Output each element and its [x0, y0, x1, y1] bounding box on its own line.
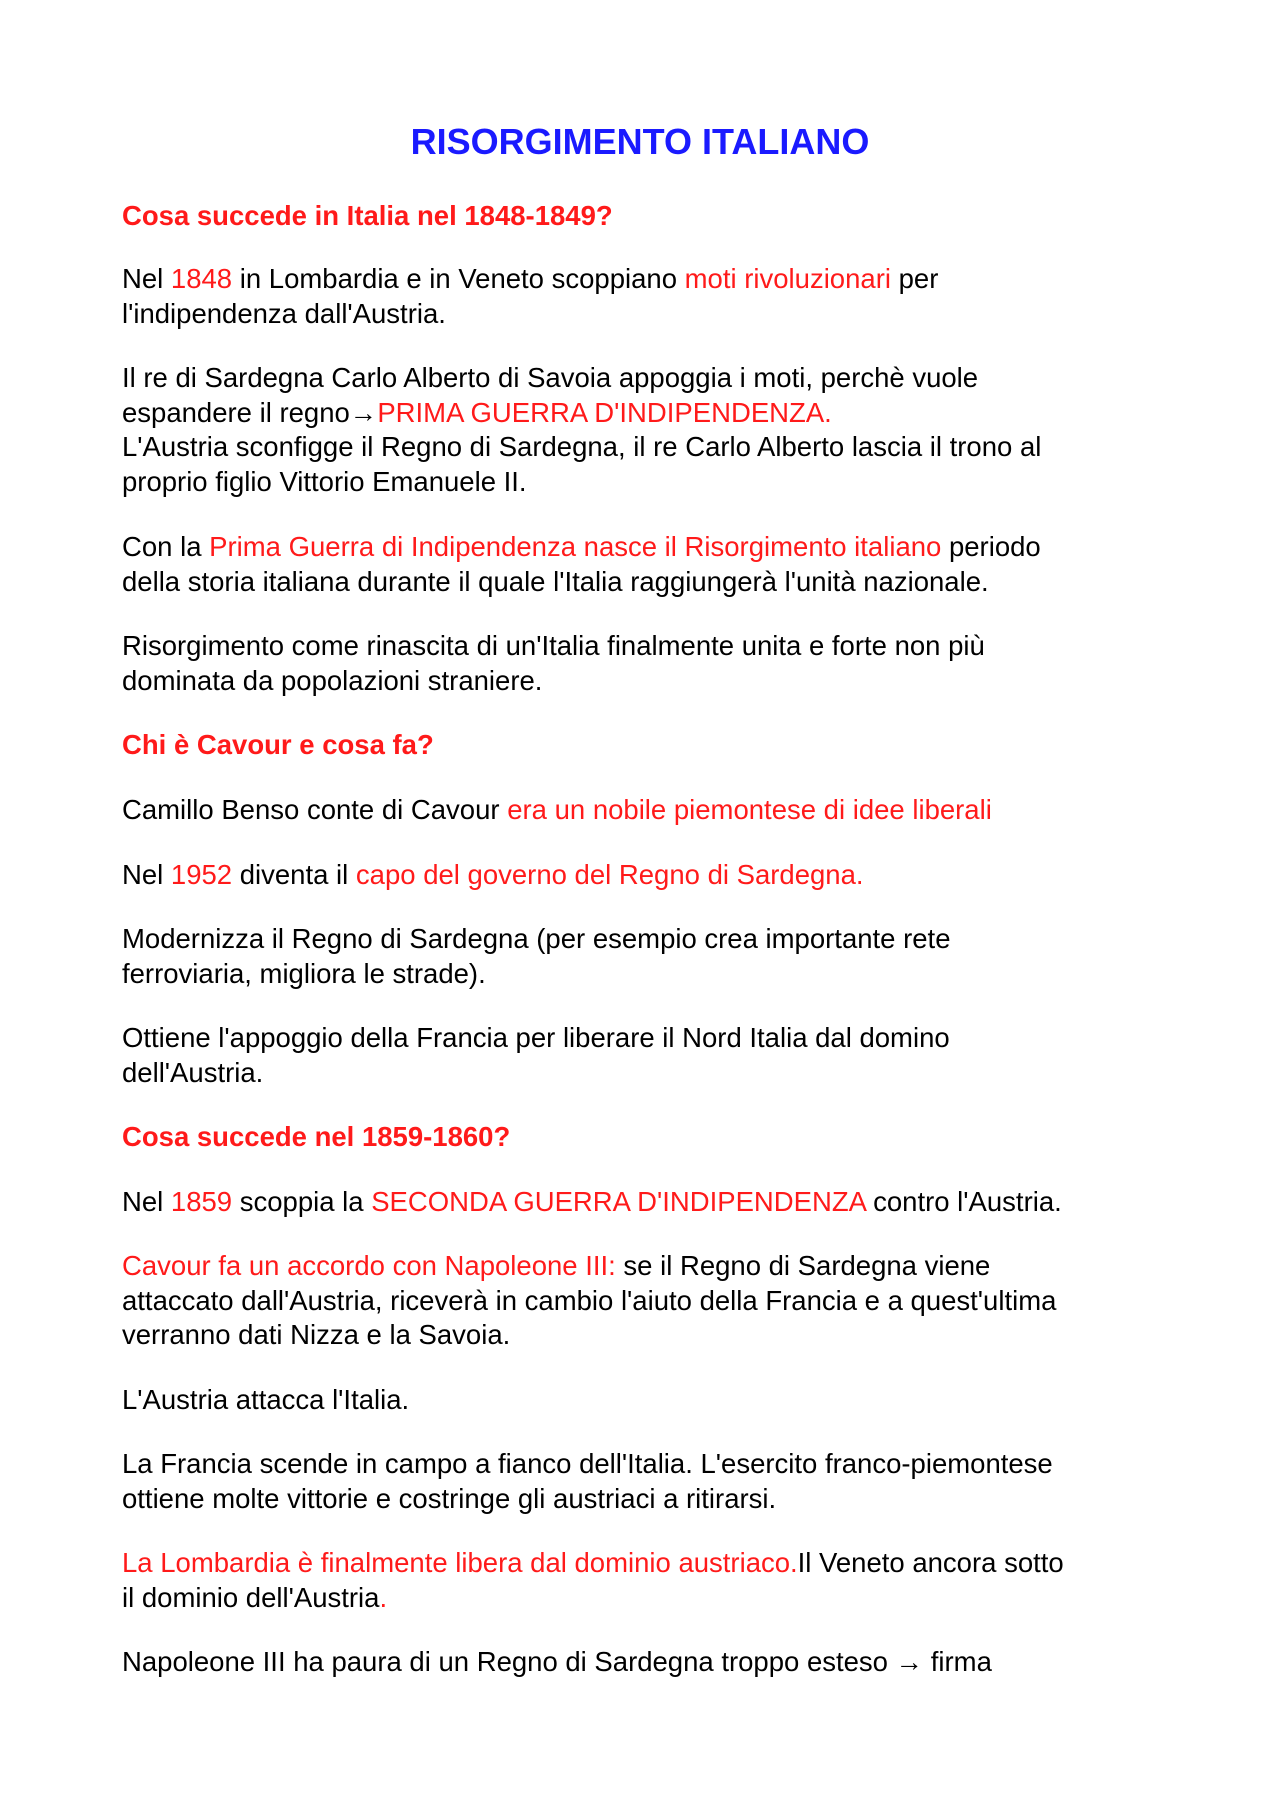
line: La Francia scende in campo a fianco dell'Italia. L'esercito franco-piemontese	[122, 1448, 1053, 1479]
paragraph-moti-1848	[122, 262, 1182, 331]
line: ferroviaria, migliora le strade).	[122, 957, 486, 989]
line: ottiene molte vittorie e costringe gli austriaci a ritirarsi.	[122, 1482, 777, 1514]
line	[122, 1546, 1182, 1581]
text: per	[890, 263, 939, 294]
paragraph-accordo-napoleone	[122, 1249, 1182, 1353]
highlight-text: PRIMA GUERRA D'INDIPENDENZA.	[377, 396, 832, 428]
section-heading-cavour: Chi è Cavour e cosa fa?	[122, 729, 434, 760]
highlight-text: SECONDA GUERRA D'INDIPENDENZA	[371, 1186, 866, 1217]
line	[122, 262, 1182, 297]
text: Con la	[122, 531, 210, 562]
line: dell'Austria.	[122, 1056, 264, 1088]
paragraph-napoleone-paura: Napoleone III ha paura di un Regno di Sardegna troppo esteso → firma	[122, 1646, 992, 1677]
text: Camillo Benso conte di Cavour	[122, 794, 508, 825]
line: della storia italiana durante il quale l'Italia raggiungerà l'unità nazionale.	[122, 565, 989, 597]
section-heading-1859: Cosa succede nel 1859-1860?	[122, 1121, 511, 1152]
line	[122, 793, 1182, 828]
text: se il Regno di Sardegna viene	[615, 1250, 991, 1281]
paragraph-camillo-benso	[122, 793, 1182, 828]
line: L'Austria sconfigge il Regno di Sardegna, il re Carlo Alberto lascia il trono al	[122, 431, 1042, 462]
paragraph-carlo-alberto	[122, 361, 1182, 499]
line: Ottiene l'appoggio della Francia per liberare il Nord Italia dal domino	[122, 1022, 950, 1053]
line	[122, 1249, 1182, 1284]
line: Il re di Sardegna Carlo Alberto di Savoia appoggia i moti, perchè vuole	[122, 362, 979, 393]
line	[122, 530, 1182, 565]
text: diventa il	[232, 859, 356, 890]
line	[122, 858, 1182, 893]
line: l'indipendenza dall'Austria.	[122, 297, 446, 329]
highlight-text: .	[379, 1581, 388, 1613]
highlight-text: capo del governo del Regno di Sardegna.	[355, 859, 864, 890]
highlight-year: 1952	[170, 859, 233, 890]
text: Nel	[122, 1186, 171, 1217]
text: Nel	[122, 263, 171, 294]
line	[122, 1581, 1182, 1616]
text: Nel	[122, 859, 171, 890]
highlight-text: La Lombardia è finalmente libera dal dominio austriaco.	[122, 1547, 798, 1578]
text: in Lombardia e in Veneto scoppiano	[232, 263, 685, 294]
highlight-year: 1848	[170, 263, 233, 294]
text: scoppia la	[232, 1186, 372, 1217]
line	[122, 396, 1182, 431]
paragraph-risorgimento	[122, 530, 1182, 599]
paragraph-capo-governo	[122, 858, 1182, 893]
paragraph-modernizza	[122, 922, 1182, 991]
paragraph-seconda-guerra	[122, 1185, 1182, 1220]
highlight-year: 1859	[170, 1186, 233, 1217]
line: dominata da popolazioni straniere.	[122, 664, 543, 696]
text: il dominio dell'Austria	[122, 1581, 380, 1613]
text: contro l'Austria.	[865, 1186, 1062, 1217]
highlight-text: Prima Guerra di Indipendenza nasce il Risorgimento italiano	[209, 531, 942, 562]
section-heading-1848: Cosa succede in Italia nel 1848-1849?	[122, 200, 613, 231]
paragraph-lombardia-libera	[122, 1546, 1182, 1615]
line: attaccato dall'Austria, riceverà in cambio l'aiuto della Francia e a quest'ultima	[122, 1284, 1057, 1316]
line: proprio figlio Vittorio Emanuele II.	[122, 465, 527, 497]
text: periodo	[941, 531, 1041, 562]
paragraph-francia-campo	[122, 1447, 1182, 1516]
line: verranno dati Nizza e la Savoia.	[122, 1319, 511, 1350]
paragraph-austria-attacca: L'Austria attacca l'Italia.	[122, 1384, 410, 1415]
highlight-text: Cavour fa un accordo con Napoleone III:	[122, 1250, 616, 1281]
text: espandere il regno→	[122, 396, 378, 428]
page-title: RISORGIMENTO ITALIANO	[410, 121, 870, 162]
line	[122, 1185, 1182, 1220]
highlight-text: era un nobile piemontese di idee liberali	[507, 794, 992, 825]
paragraph-rinascita	[122, 629, 1182, 698]
paragraph-francia	[122, 1021, 1182, 1090]
text: Il Veneto ancora sotto	[797, 1547, 1064, 1578]
line: Risorgimento come rinascita di un'Italia finalmente unita e forte non più	[122, 630, 985, 661]
highlight-text: moti rivoluzionari	[684, 263, 891, 294]
line: Modernizza il Regno di Sardegna (per esempio crea importante rete	[122, 923, 951, 954]
